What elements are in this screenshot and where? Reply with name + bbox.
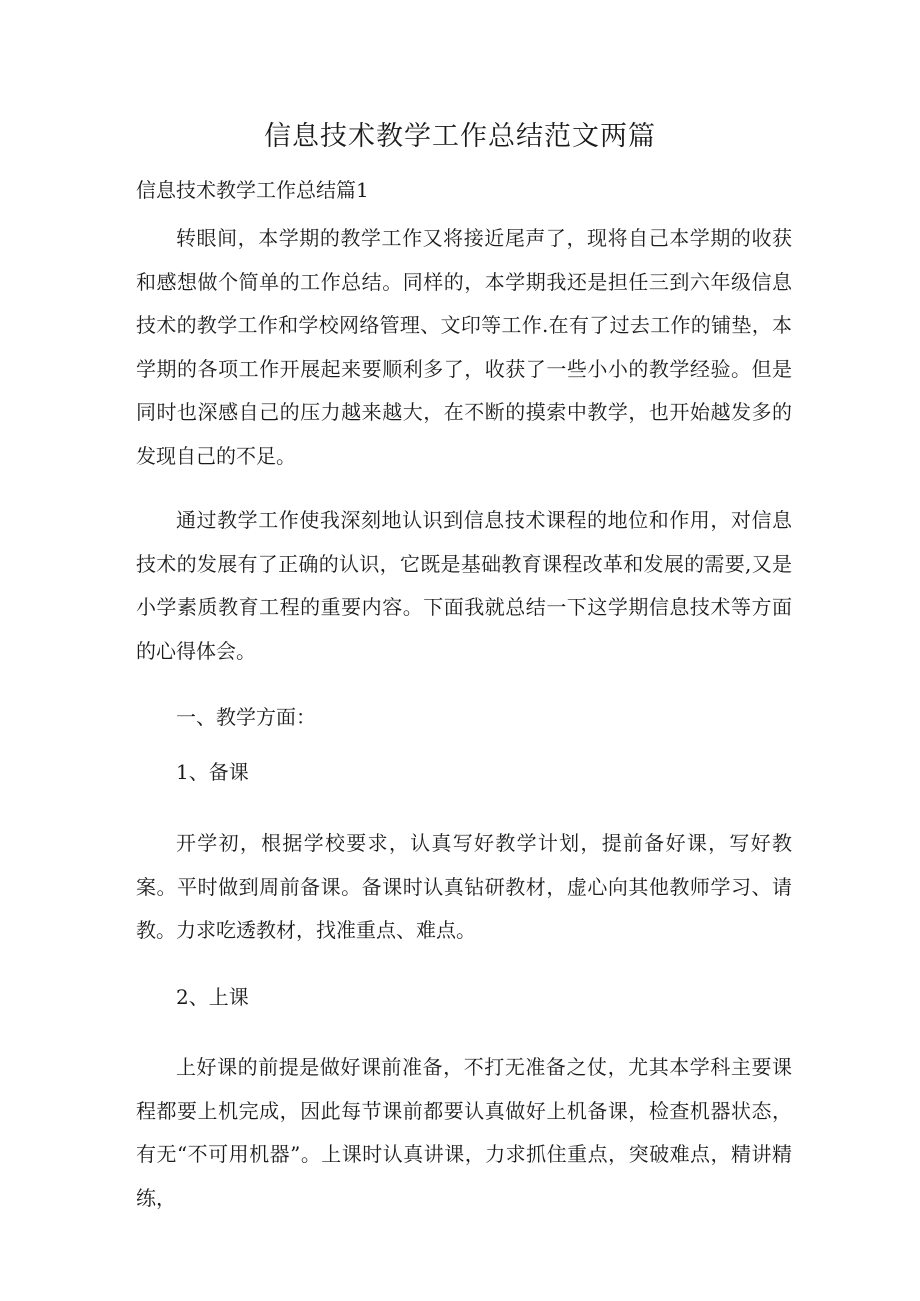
heading-class: 2、上课: [176, 985, 249, 1009]
heading-teaching: 一、教学方面：: [176, 705, 316, 729]
paragraph-understanding: 通过教学工作使我深刻地认识到信息技术课程的地位和作用，对信息技术的发展有了正确的认识，它既是基础教育课程改革和发展的需要,又是小学素质教育工程的重要内容。下面我就总结一下这学期信息技术等方面的心得体会。: [136, 508, 792, 663]
paragraph-class: 上好课的前提是做好课前准备，不打无准备之仗，尤其本学科主要课程都要上机完成，因此每节课前都要认真做好上机备课，检查机器状态，有无“不可用机器”。上课时认真讲课，力求抓住重点，突破难点，精讲精练，: [136, 1055, 792, 1210]
paragraph-intro: 转眼间，本学期的教学工作又将接近尾声了，现将自己本学期的收获和感想做个简单的工作总结。同样的，本学期我还是担任三到六年级信息技术的教学工作和学校网络管理、文印等工作.在有了过去工作的铺垫，本学期的各项工作开展起来要顺利多了，收获了一些小小的教学经验。但是同时也深感自己的压力越来越大，在不断的摸索中教学，也开始越发多的发现自己的不足。: [136, 226, 792, 468]
paragraph-lesson-prep: 开学初，根据学校要求，认真写好教学计划，提前备好课，写好教案。平时做到周前备课。备课时认真钻研教材，虚心向其他教师学习、请教。力求吃透教材，找准重点、难点。: [136, 831, 792, 942]
heading-lesson-prep: 1、备课: [176, 760, 249, 784]
document-title: 信息技术教学工作总结范文两篇: [264, 121, 656, 152]
section-subtitle: 信息技术教学工作总结篇1: [136, 178, 369, 202]
